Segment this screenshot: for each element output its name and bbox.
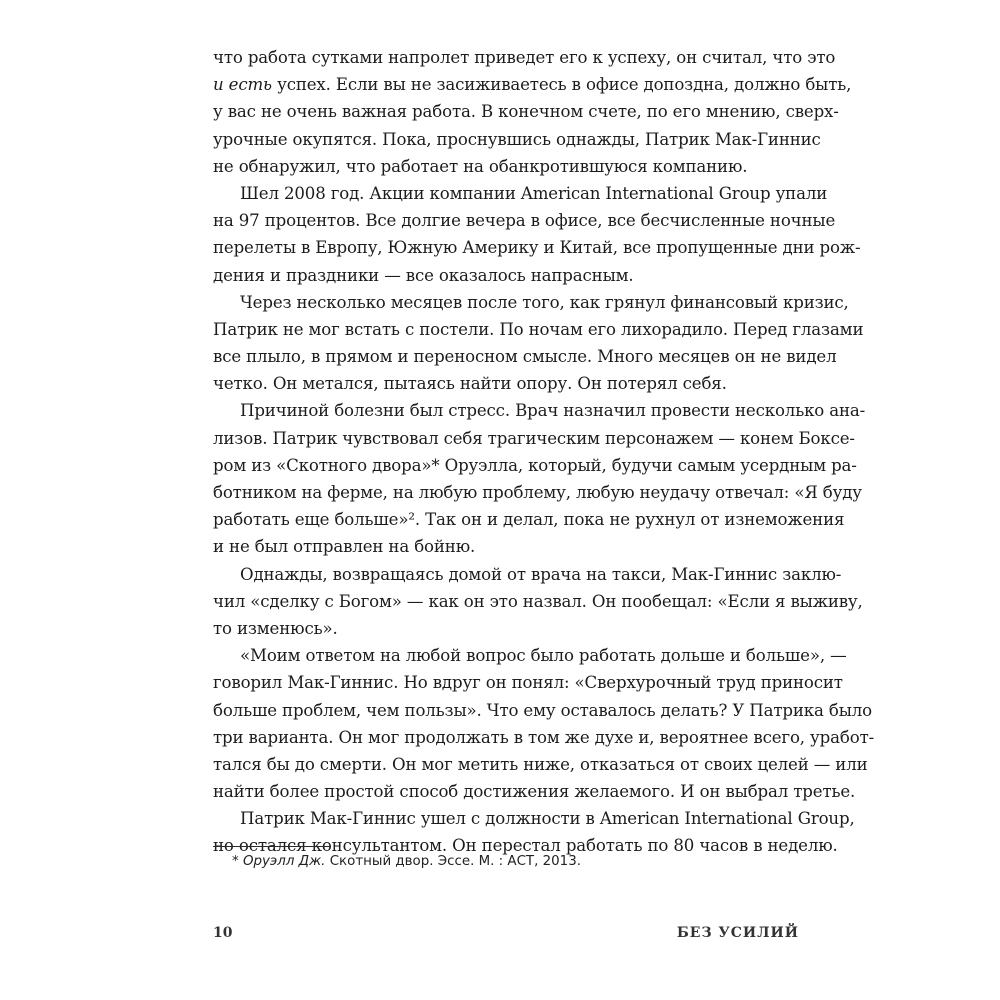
text-line: Патрик не мог встать с постели. По ночам его лихорадило. Перед глазами (213, 319, 864, 339)
page-number: 10 (213, 925, 233, 941)
text-line: три варианта. Он мог продолжать в том же духе и, вероятнее всего, уработ- (213, 727, 875, 747)
text-line: и есть успех. Если вы не засиживаетесь в офисе допоздна, должно быть, (213, 75, 852, 95)
text-line: Шел 2008 год. Акции компании American International Group упали (240, 183, 828, 203)
text-line: все плыло, в прямом и переносном смысле. Много месяцев он не видел (213, 347, 837, 367)
text-line: урочные окупятся. Пока, проснувшись однажды, Патрик Мак-Гиннис (213, 129, 821, 149)
text-line: лизов. Патрик чувствовал себя трагическим персонажем — конем Боксе- (213, 428, 855, 448)
text-line: тался бы до смерти. Он мог метить ниже, отказаться от своих целей — или (213, 754, 868, 774)
text-line: дения и праздники — все оказалось напрасным. (213, 265, 634, 285)
text-line: ботником на ферме, на любую проблему, любую неудачу отвечал: «Я буду (213, 483, 862, 502)
text-line: но остался консультантом. Он перестал работать по 80 часов в неделю. (213, 836, 838, 856)
text-line: работать еще больше»². Так он и делал, пока не рухнул от изнеможения (213, 510, 845, 530)
text-line: перелеты в Европу, Южную Америку и Китай, все пропущенные дни рож- (213, 238, 861, 258)
text-line: у вас не очень важная работа. В конечном счете, по его мнению, сверх- (213, 102, 839, 122)
text-line: Однажды, возвращаясь домой от врача на такси, Мак-Гиннис заклю- (240, 564, 842, 584)
running-title: БЕЗ УСИЛИЙ (676, 925, 799, 941)
text-line: то изменюсь». (213, 618, 338, 638)
text-line: Через несколько месяцев после того, как грянул финансовый кризис, (240, 292, 849, 312)
footnote-author: Оруэлл Дж. (242, 854, 326, 869)
text-line: говорил Мак-Гиннис. Но вдруг он понял: «Сверхурочный труд приносит (213, 673, 843, 693)
text-line: на 97 процентов. Все долгие вечера в офисе, все бесчисленные ночные (213, 211, 836, 231)
text-line: и не был отправлен на бойню. (213, 537, 476, 557)
body-text (213, 44, 875, 860)
text-line: Причиной болезни был стресс. Врач назначил провести несколько ана- (240, 401, 866, 421)
footnote-marker: * (232, 854, 243, 869)
text-line: четко. Он метался, пытаясь найти опору. Он потерял себя. (213, 374, 727, 394)
text-line: не обнаружил, что работает на обанкротившуюся компанию. (213, 156, 748, 176)
footnote (232, 853, 581, 871)
text-line: найти более простой способ достижения желаемого. И он выбрал третье. (213, 782, 856, 802)
footnote-divider (213, 846, 330, 847)
text-line: больше проблем, чем пользы». Что ему оставалось делать? У Патрика было (213, 700, 872, 720)
page-body (213, 44, 875, 860)
text-line: чил «сделку с Богом» — как он это назвал. Он пообещал: «Если я выживу, (213, 591, 863, 611)
text-line: Патрик Мак-Гиннис ушел с должности в American International Group, (240, 809, 855, 829)
text-line: ром из «Скотного двора»* Оруэлла, который, будучи самым усердным ра- (213, 455, 857, 475)
footnote-source: Скотный двор. Эссе. М. : АСТ, 2013. (325, 854, 581, 869)
text-line: «Моим ответом на любой вопрос было работать дольше и больше», — (240, 646, 847, 666)
text-line: что работа сутками напролет приведет его к успеху, он считал, что это (213, 48, 836, 67)
